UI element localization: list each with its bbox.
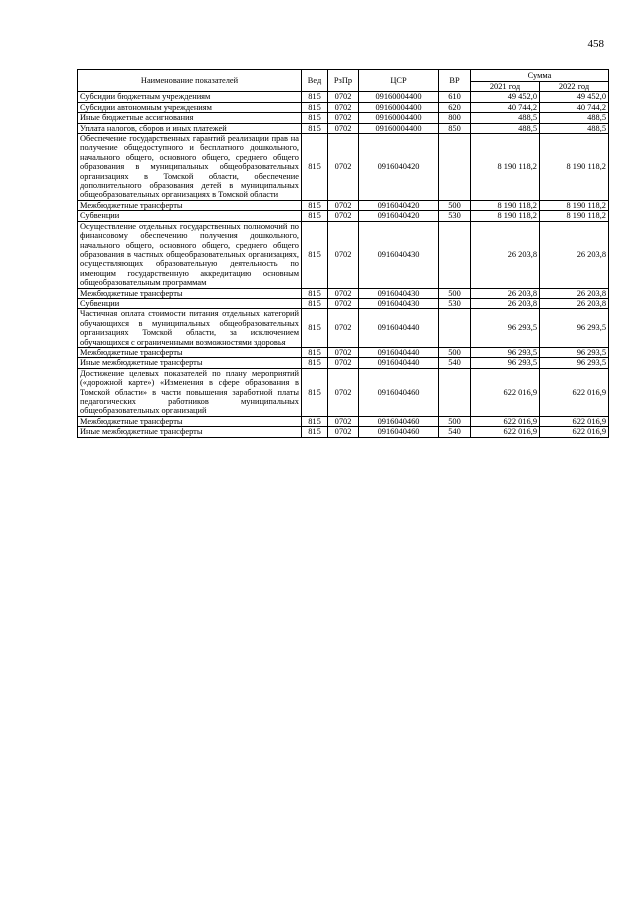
row-ved: 815 xyxy=(302,416,328,426)
row-vr: 540 xyxy=(439,427,471,437)
table-row xyxy=(78,134,609,201)
row-rzpr: 0702 xyxy=(328,221,359,288)
row-csr: 0916040420 xyxy=(359,211,439,221)
row-rzpr: 0702 xyxy=(328,347,359,357)
row-ved: 815 xyxy=(302,368,328,416)
row-sum-2021: 26 203,8 xyxy=(471,298,540,308)
row-sum-2022: 26 203,8 xyxy=(540,288,609,298)
row-ved: 815 xyxy=(302,211,328,221)
row-sum-2022: 622 016,9 xyxy=(540,368,609,416)
row-csr: 09160004400 xyxy=(359,92,439,102)
row-rzpr: 0702 xyxy=(328,416,359,426)
row-name: Частичная оплата стоимости питания отдельных категорий обучающихся в муниципальных общеобразовательных организациях Томской области, за исключением обучающихся с ограниченными возможностями здоровья xyxy=(78,309,302,348)
row-sum-2021: 622 016,9 xyxy=(471,427,540,437)
row-sum-2021: 488,5 xyxy=(471,113,540,123)
row-ved: 815 xyxy=(302,358,328,368)
row-sum-2022: 26 203,8 xyxy=(540,221,609,288)
row-name: Субсидии бюджетным учреждениям xyxy=(78,92,302,102)
row-ved: 815 xyxy=(302,288,328,298)
header-csr: ЦСР xyxy=(359,70,439,92)
row-rzpr: 0702 xyxy=(328,358,359,368)
table-row xyxy=(78,416,609,426)
row-sum-2022: 488,5 xyxy=(540,113,609,123)
row-csr: 09160004400 xyxy=(359,113,439,123)
row-ved: 815 xyxy=(302,221,328,288)
row-csr: 0916040440 xyxy=(359,309,439,348)
row-ved: 815 xyxy=(302,298,328,308)
row-rzpr: 0702 xyxy=(328,309,359,348)
row-vr xyxy=(439,309,471,348)
row-ved: 815 xyxy=(302,123,328,133)
row-csr: 09160004400 xyxy=(359,123,439,133)
page-number: 458 xyxy=(587,38,604,50)
row-sum-2022: 622 016,9 xyxy=(540,416,609,426)
row-ved: 815 xyxy=(302,347,328,357)
row-sum-2022: 488,5 xyxy=(540,123,609,133)
row-sum-2022: 622 016,9 xyxy=(540,427,609,437)
header-vr: ВР xyxy=(439,70,471,92)
table-row xyxy=(78,288,609,298)
row-sum-2021: 622 016,9 xyxy=(471,368,540,416)
table-row xyxy=(78,358,609,368)
row-csr: 0916040430 xyxy=(359,221,439,288)
row-name: Субсидии автономным учреждениям xyxy=(78,102,302,112)
table-row xyxy=(78,221,609,288)
header-name: Наименование показателей xyxy=(78,70,302,92)
row-name: Межбюджетные трансферты xyxy=(78,288,302,298)
row-sum-2022: 26 203,8 xyxy=(540,298,609,308)
row-name: Межбюджетные трансферты xyxy=(78,416,302,426)
row-rzpr: 0702 xyxy=(328,123,359,133)
row-sum-2021: 26 203,8 xyxy=(471,288,540,298)
row-ved: 815 xyxy=(302,200,328,210)
row-sum-2022: 40 744,2 xyxy=(540,102,609,112)
header-year-2021: 2021 год xyxy=(471,82,540,92)
row-rzpr: 0702 xyxy=(328,298,359,308)
row-vr xyxy=(439,368,471,416)
row-vr: 610 xyxy=(439,92,471,102)
row-rzpr: 0702 xyxy=(328,113,359,123)
row-vr: 540 xyxy=(439,358,471,368)
row-name: Достижение целевых показателей по плану мероприятий («дорожной карте») «Изменения в сфере образования в Томской области» в части повышения заработной платы педагогических работников муниципальных общеобразовательных организаций xyxy=(78,368,302,416)
row-vr: 530 xyxy=(439,298,471,308)
row-vr: 620 xyxy=(439,102,471,112)
row-sum-2022: 8 190 118,2 xyxy=(540,211,609,221)
row-sum-2021: 8 190 118,2 xyxy=(471,134,540,201)
row-sum-2021: 26 203,8 xyxy=(471,221,540,288)
row-csr: 09160004400 xyxy=(359,102,439,112)
row-csr: 0916040460 xyxy=(359,368,439,416)
row-csr: 0916040430 xyxy=(359,288,439,298)
table-row xyxy=(78,368,609,416)
row-vr xyxy=(439,221,471,288)
row-vr: 800 xyxy=(439,113,471,123)
row-name: Осуществление отдельных государственных полномочий по финансовому обеспечению получения дошкольного, начального общего, основного общего, среднего общего образования в частных общеобразовательных организациях, осуществляющих образовательную деятельность по имеющим государственную аккредитацию основным общеобразовательным программам xyxy=(78,221,302,288)
row-sum-2022: 96 293,5 xyxy=(540,358,609,368)
header-ved: Вед xyxy=(302,70,328,92)
row-name: Межбюджетные трансферты xyxy=(78,200,302,210)
row-vr: 530 xyxy=(439,211,471,221)
row-csr: 0916040420 xyxy=(359,200,439,210)
row-name: Обеспечение государственных гарантий реализации прав на получение общедоступного и бесплатного дошкольного, начального общего, основного общего, среднего общего образования в муниципальных общеобразовательных организациях в Томской области, обеспечение дополнительного образования детей в муниципальных общеобразовательных организациях в Томской области xyxy=(78,134,302,201)
row-ved: 815 xyxy=(302,134,328,201)
row-name: Межбюджетные трансферты xyxy=(78,347,302,357)
row-vr: 500 xyxy=(439,416,471,426)
row-rzpr: 0702 xyxy=(328,200,359,210)
row-vr: 500 xyxy=(439,347,471,357)
table-row xyxy=(78,347,609,357)
row-name: Иные межбюджетные трансферты xyxy=(78,358,302,368)
row-name: Субвенции xyxy=(78,211,302,221)
row-ved: 815 xyxy=(302,113,328,123)
table-row xyxy=(78,211,609,221)
row-csr: 0916040440 xyxy=(359,347,439,357)
row-csr: 0916040440 xyxy=(359,358,439,368)
row-sum-2021: 96 293,5 xyxy=(471,347,540,357)
header-sum: Сумма xyxy=(471,70,609,82)
header-rzpr: РзПр xyxy=(328,70,359,92)
row-sum-2022: 49 452,0 xyxy=(540,92,609,102)
row-sum-2021: 488,5 xyxy=(471,123,540,133)
row-rzpr: 0702 xyxy=(328,211,359,221)
row-csr: 0916040430 xyxy=(359,298,439,308)
row-vr: 500 xyxy=(439,288,471,298)
table-row xyxy=(78,200,609,210)
row-sum-2022: 8 190 118,2 xyxy=(540,200,609,210)
row-sum-2022: 8 190 118,2 xyxy=(540,134,609,201)
row-sum-2021: 8 190 118,2 xyxy=(471,211,540,221)
row-vr xyxy=(439,134,471,201)
row-sum-2022: 96 293,5 xyxy=(540,347,609,357)
row-csr: 0916040460 xyxy=(359,416,439,426)
table-header xyxy=(78,70,609,92)
table-row xyxy=(78,102,609,112)
row-vr: 500 xyxy=(439,200,471,210)
row-rzpr: 0702 xyxy=(328,92,359,102)
row-ved: 815 xyxy=(302,427,328,437)
row-sum-2022: 96 293,5 xyxy=(540,309,609,348)
table-row xyxy=(78,309,609,348)
table-row xyxy=(78,113,609,123)
row-rzpr: 0702 xyxy=(328,288,359,298)
row-ved: 815 xyxy=(302,309,328,348)
row-vr: 850 xyxy=(439,123,471,133)
row-sum-2021: 96 293,5 xyxy=(471,358,540,368)
header-year-2022: 2022 год xyxy=(540,82,609,92)
row-sum-2021: 622 016,9 xyxy=(471,416,540,426)
table-row xyxy=(78,92,609,102)
table-row xyxy=(78,123,609,133)
row-sum-2021: 96 293,5 xyxy=(471,309,540,348)
row-name: Иные межбюджетные трансферты xyxy=(78,427,302,437)
table-row xyxy=(78,427,609,437)
row-rzpr: 0702 xyxy=(328,427,359,437)
table-row xyxy=(78,298,609,308)
row-csr: 0916040420 xyxy=(359,134,439,201)
row-name: Иные бюджетные ассигнования xyxy=(78,113,302,123)
row-sum-2021: 49 452,0 xyxy=(471,92,540,102)
row-name: Уплата налогов, сборов и иных платежей xyxy=(78,123,302,133)
row-sum-2021: 8 190 118,2 xyxy=(471,200,540,210)
row-ved: 815 xyxy=(302,102,328,112)
row-rzpr: 0702 xyxy=(328,134,359,201)
row-csr: 0916040460 xyxy=(359,427,439,437)
row-sum-2021: 40 744,2 xyxy=(471,102,540,112)
table-body xyxy=(78,92,609,437)
row-ved: 815 xyxy=(302,92,328,102)
budget-table xyxy=(77,69,609,438)
row-rzpr: 0702 xyxy=(328,102,359,112)
row-name: Субвенции xyxy=(78,298,302,308)
row-rzpr: 0702 xyxy=(328,368,359,416)
